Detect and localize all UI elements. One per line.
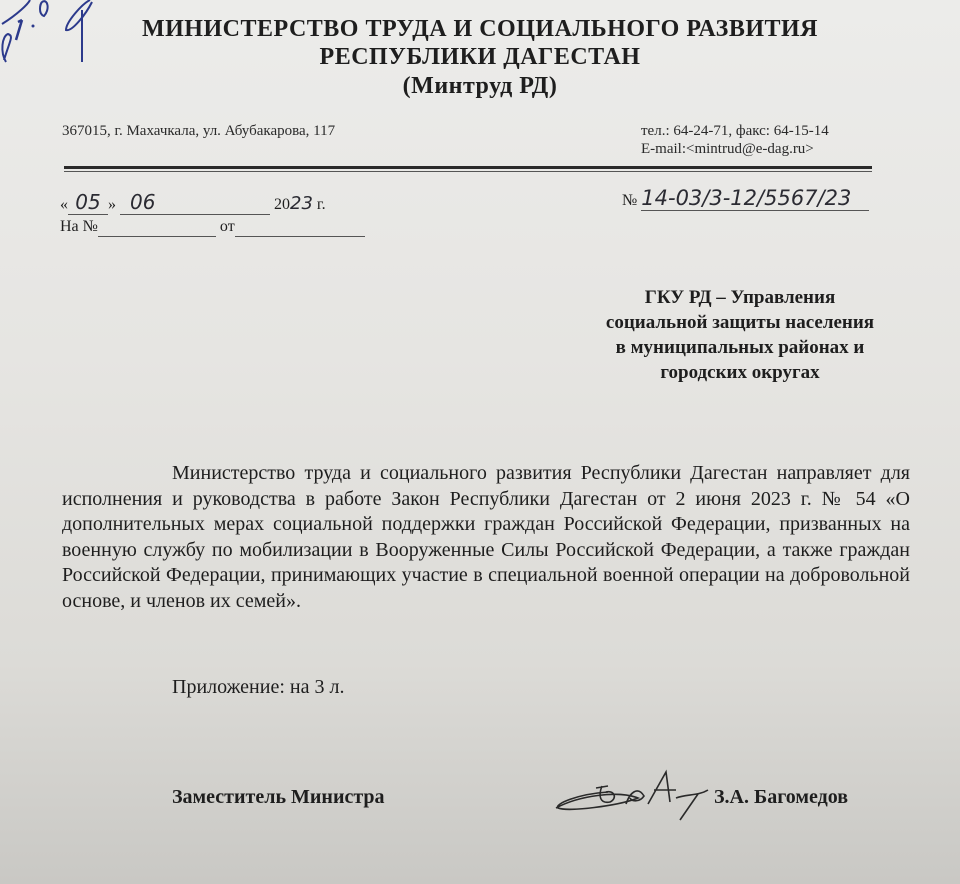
letterhead-divider-thin bbox=[64, 171, 872, 172]
addressee-line: ГКУ РД – Управления bbox=[644, 287, 836, 308]
reply-reference: На № от bbox=[60, 218, 365, 237]
document-date: « 05 » 06 2023 г. bbox=[60, 190, 326, 214]
letterhead-short-name: (Минтруд РД) bbox=[402, 73, 558, 99]
reply-number-blank bbox=[98, 218, 216, 237]
date-day: 05 bbox=[68, 190, 108, 215]
registration-number: 14-03/3-12/5567/23 bbox=[641, 186, 869, 211]
date-year: 23 bbox=[290, 193, 313, 214]
addressee-block bbox=[540, 285, 940, 385]
attachment-note: Приложение: на 3 л. bbox=[172, 676, 345, 698]
addressee-line: в муниципальных районах и bbox=[615, 337, 865, 358]
addressee-line: городских округах bbox=[660, 362, 820, 383]
letterhead-ministry-name: МИНИСТЕРСТВО ТРУДА И СОЦИАЛЬНОГО РАЗВИТИЯ bbox=[141, 16, 818, 42]
letterhead-divider bbox=[64, 166, 872, 169]
ministry-phone-fax: тел.: 64-24-71, факс: 64-15-14 bbox=[641, 123, 829, 139]
signatory-name: З.А. Багомедов bbox=[714, 786, 849, 808]
handwritten-signature-icon bbox=[548, 768, 718, 828]
document-number: № 14-03/3-12/5567/23 bbox=[622, 186, 869, 211]
letter-body-paragraph: Министерство труда и социального развития Республики Дагестан направляет для исполнения и руководства в работе Закон Республики Дагестан от 2 июня 2023 г. № 54 «О дополнительных мерах социальной поддержки граждан Российской Федерации, призванных на военную службу по мобилизации в Вооруженные Силы Российской Федерации, а также граждан Российской Федерации, принимающих участие в специальной военной операции на добровольной основе, и членов их семей». bbox=[62, 462, 910, 612]
letterhead-republic: РЕСПУБЛИКИ ДАГЕСТАН bbox=[319, 44, 641, 70]
date-month: 06 bbox=[120, 190, 270, 215]
ministry-email: E-mail:<mintrud@e-dag.ru> bbox=[641, 141, 814, 157]
signatory-position: Заместитель Министра bbox=[172, 786, 385, 808]
reply-date-blank bbox=[235, 218, 365, 237]
ministry-address: 367015, г. Махачкала, ул. Абубакарова, 117 bbox=[62, 123, 336, 139]
addressee-line: социальной защиты населения bbox=[605, 312, 875, 333]
